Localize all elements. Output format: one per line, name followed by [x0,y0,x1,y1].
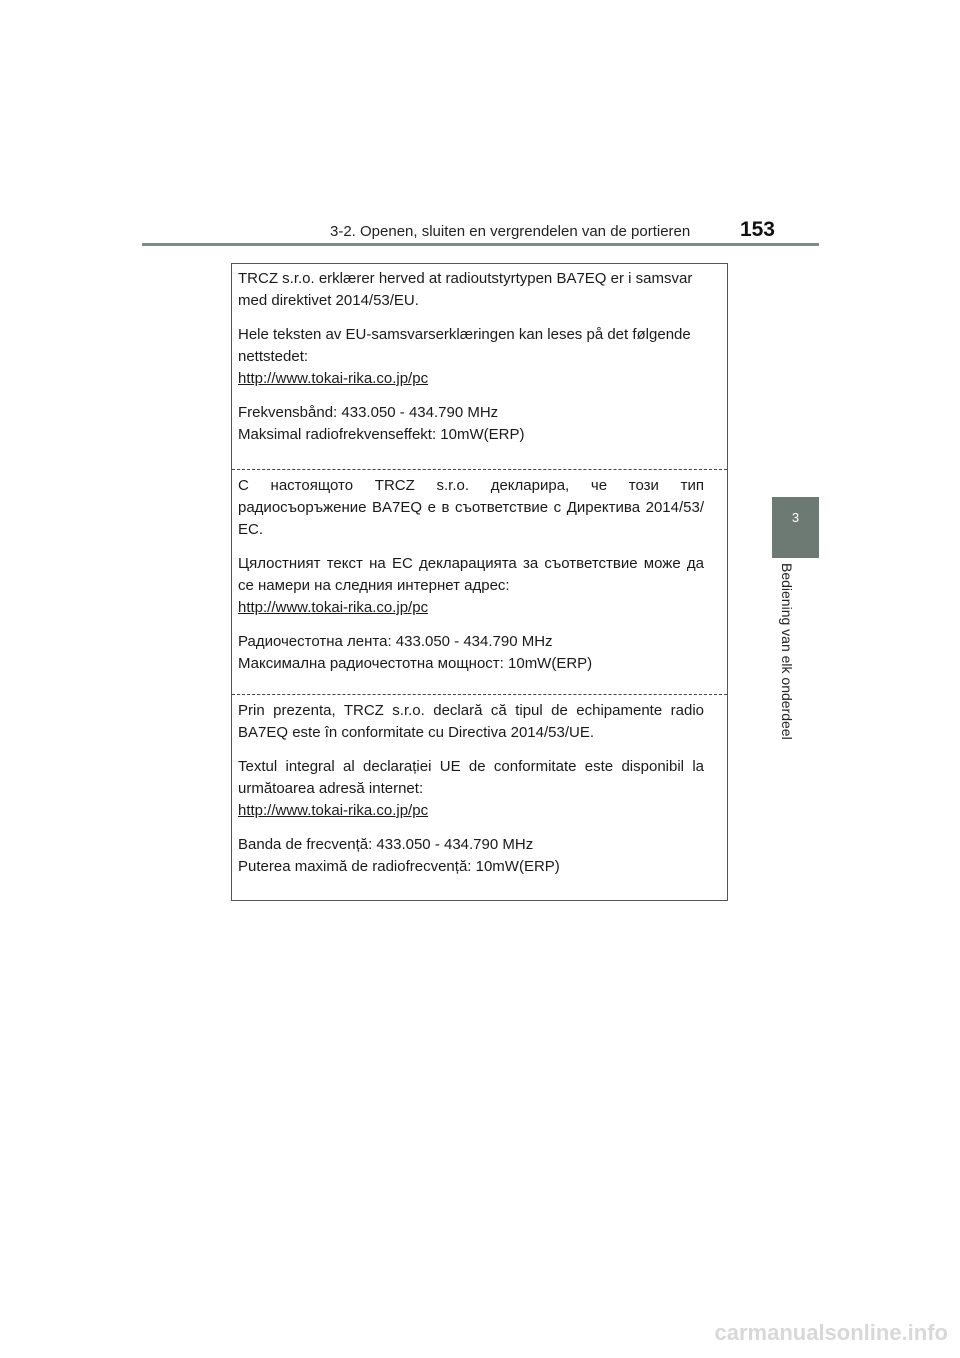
chapter-number: 3 [791,510,800,525]
header-rule [142,243,819,246]
section-title: 3-2. Openen, sluiten en vergrendelen van de portieren [330,223,691,240]
declaration-url-link[interactable]: http://www.tokai-rika.co.jp/pc [238,370,429,387]
declaration-intro: С настоящото TRCZ s.r.o. декларира, че този тип радиосъоръжение BA7EQ е в съответствие с Директива 2014/53/ЕС. [238,477,704,538]
site-watermark: carmanualsonline.info [714,1320,948,1345]
section-divider [232,469,727,470]
frequency-band: Banda de frecvență: 433.050 - 434.790 MHz [238,836,534,853]
chapter-label: Bediening van elk onderdeel [779,563,795,740]
declaration-full-text-note: Цялостният текст на ЕС декларацията за съответствие може да се намери на следния интернет адрес: [238,555,704,594]
chapter-tab [772,497,819,558]
max-power: Максимална радиочестотна мощност: 10mW(ERP) [238,655,593,672]
max-power: Puterea maximă de radiofrecvență: 10mW(ERP) [238,858,560,875]
declaration-box [231,263,728,901]
frequency-band: Радиочестотна лента: 433.050 - 434.790 MHz [238,633,553,650]
max-power: Maksimal radiofrekvenseffekt: 10mW(ERP) [238,426,525,443]
declaration-intro: Prin prezenta, TRCZ s.r.o. declară că tipul de echipamente radio BA7EQ este în conformitate cu Directiva 2014/53/UE. [238,702,704,741]
declaration-romanian [238,700,704,878]
declaration-full-text-note: Hele teksten av EU-samsvarserklæringen kan leses på det følgende nettstedet: [238,326,691,365]
page-number: 153 [739,218,775,241]
declaration-intro: TRCZ s.r.o. erklærer herved at radioutstyrtypen BA7EQ er i samsvar med direktivet 2014/53/EU. [238,270,693,309]
declaration-bulgarian [238,475,704,675]
frequency-band: Frekvensbånd: 433.050 - 434.790 MHz [238,404,499,421]
declaration-url-link[interactable]: http://www.tokai-rika.co.jp/pc [238,599,429,616]
declaration-full-text-note: Textul integral al declarației UE de conformitate este disponibil la următoarea adresă internet: [238,758,704,797]
declaration-url-link[interactable]: http://www.tokai-rika.co.jp/pc [238,802,429,819]
section-divider [232,694,727,695]
page-header [330,218,775,242]
declaration-danish-norwegian [238,268,704,446]
